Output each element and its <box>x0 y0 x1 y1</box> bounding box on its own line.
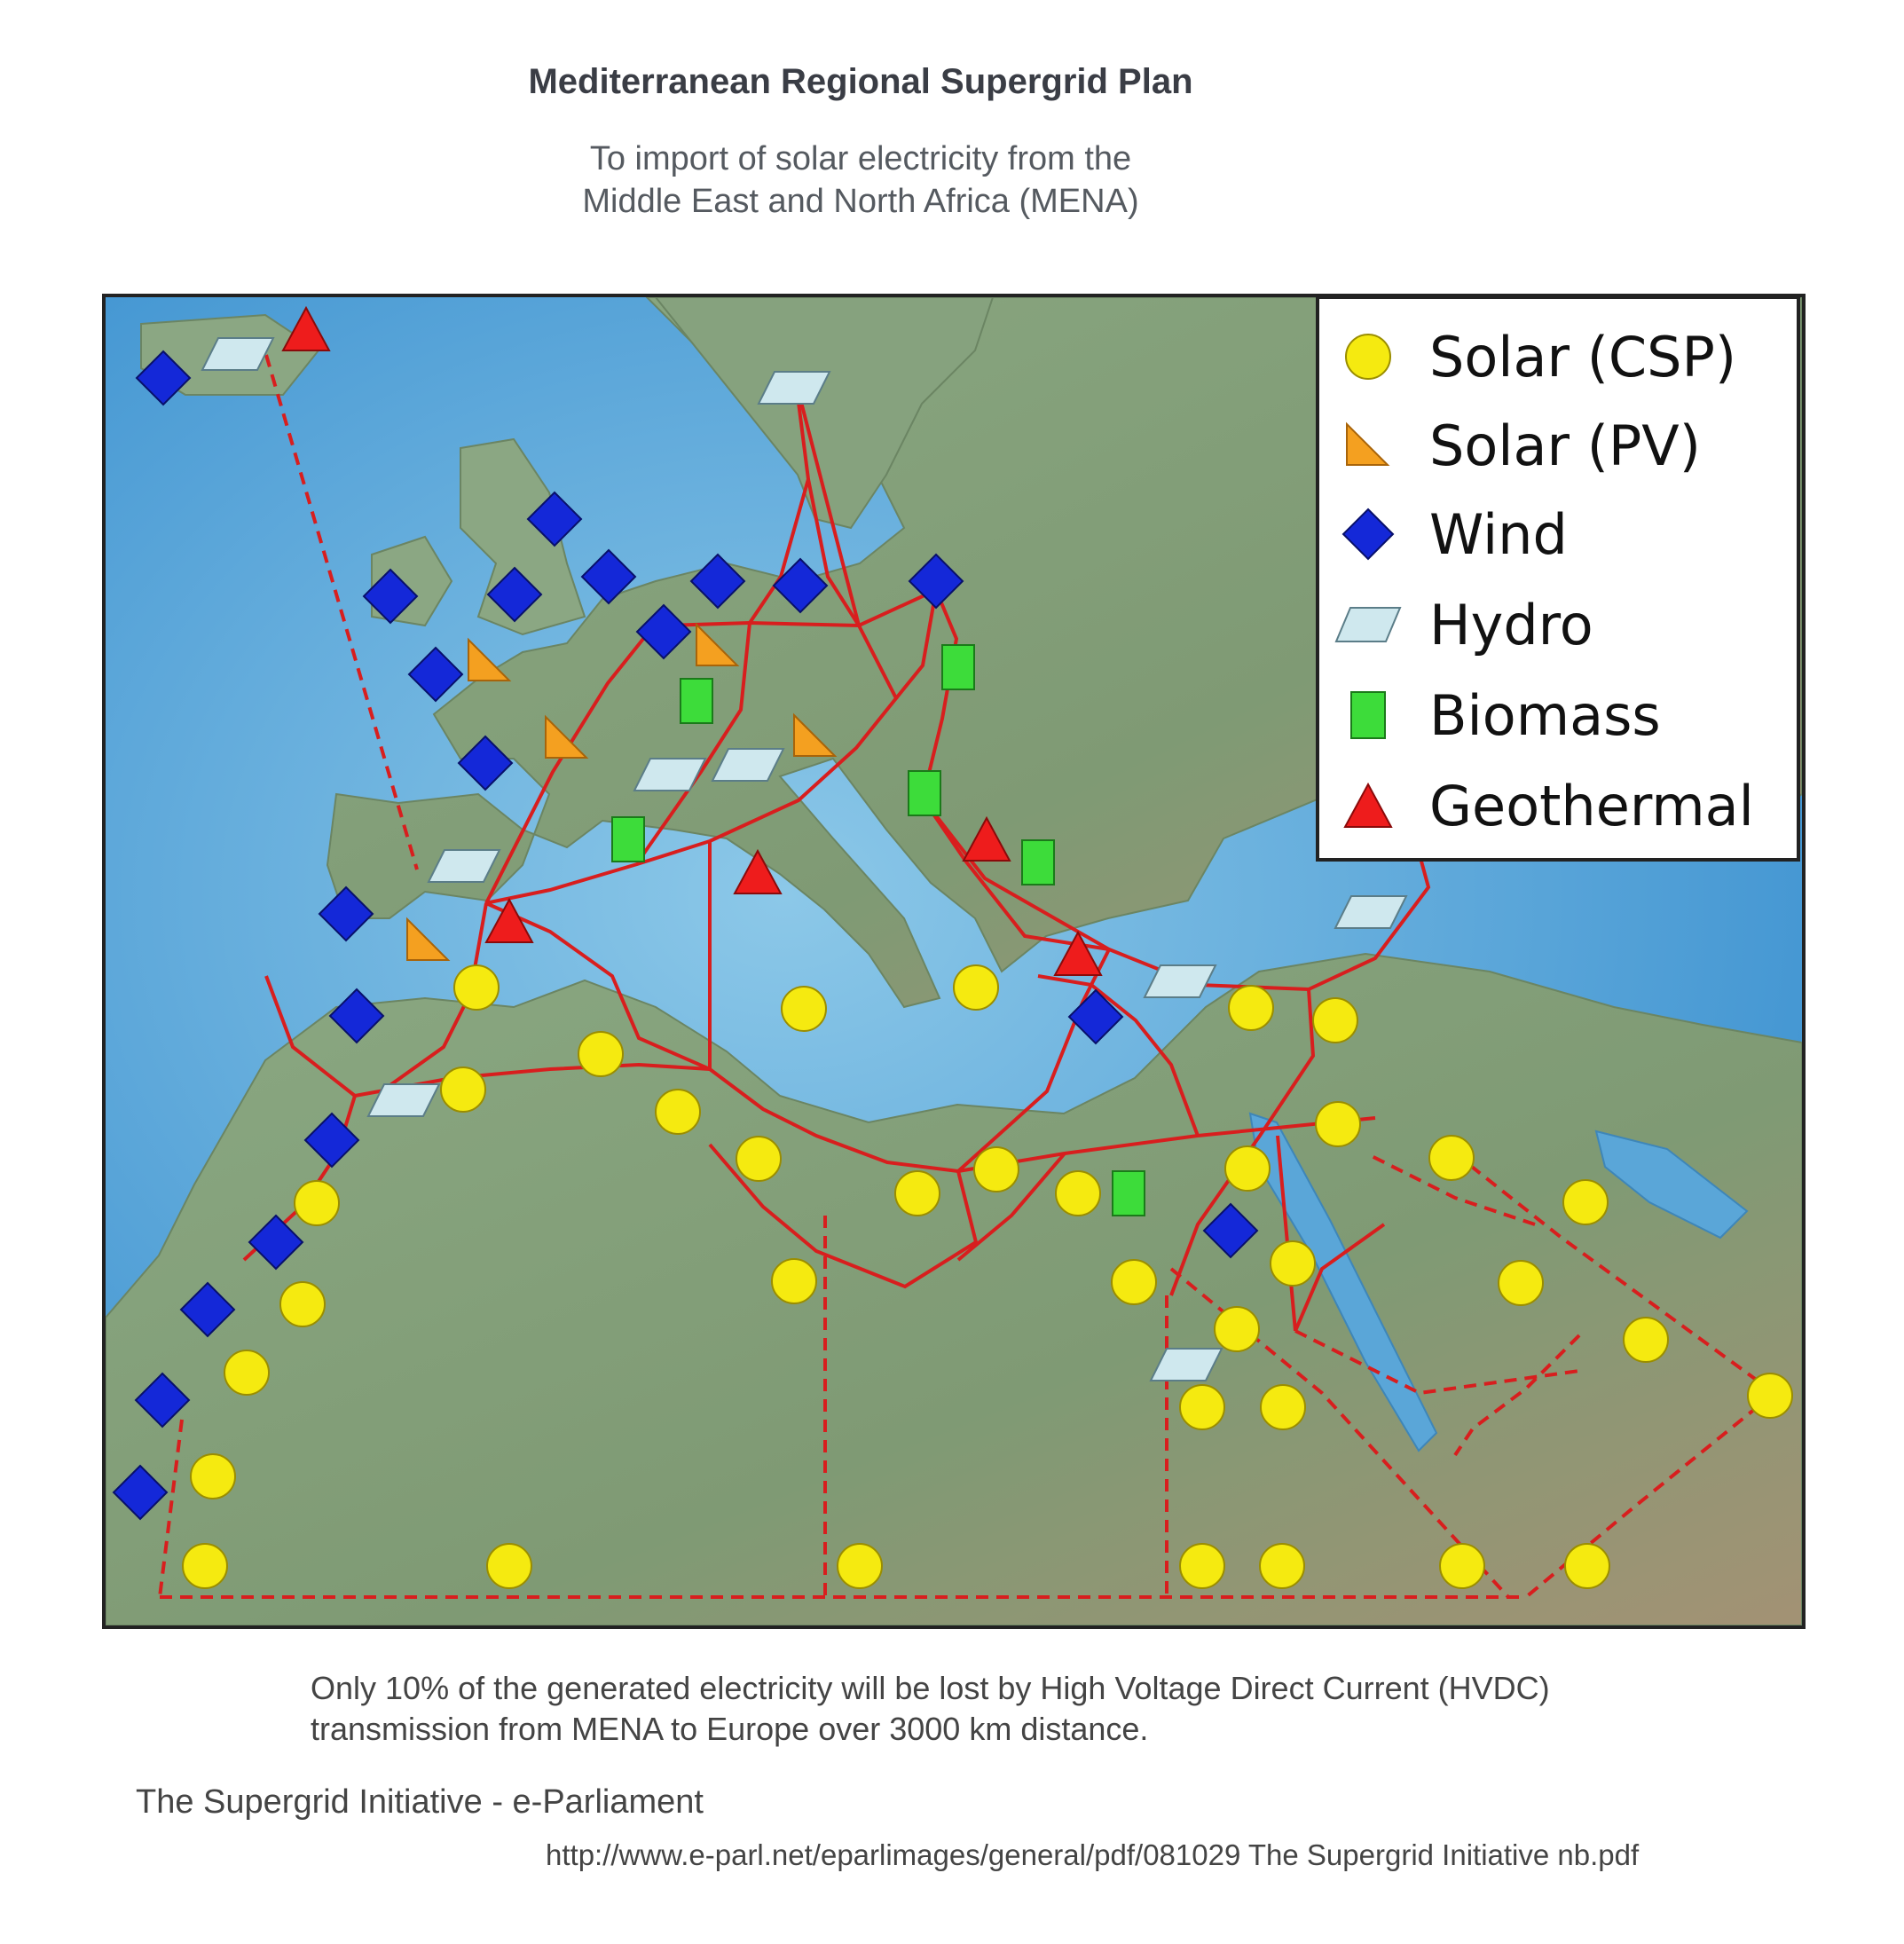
solar-csp-marker <box>578 1032 623 1076</box>
subtitle-line-1: To import of solar electricity from the <box>589 140 1132 177</box>
solar-csp-marker <box>295 1181 339 1225</box>
rectangle-icon <box>1346 689 1390 742</box>
solar-csp-marker <box>1316 1102 1360 1146</box>
solar-csp-marker <box>974 1147 1019 1192</box>
solar-csp-marker <box>1261 1385 1305 1429</box>
solar-csp-marker <box>1748 1373 1792 1418</box>
solar-csp-marker <box>1112 1260 1156 1304</box>
solar-csp-marker <box>1313 998 1357 1043</box>
legend-label: Biomass <box>1429 682 1661 748</box>
biomass-marker <box>612 817 644 862</box>
solar-csp-marker <box>1565 1544 1609 1588</box>
solar-csp-marker <box>1563 1180 1608 1224</box>
solar-csp-marker <box>736 1137 781 1181</box>
legend-label: Wind <box>1429 501 1568 567</box>
legend-label: Geothermal <box>1429 773 1754 838</box>
legend-item-solar-csp <box>1319 317 1797 397</box>
solar-csp-marker <box>191 1454 235 1499</box>
solar-csp-marker <box>838 1544 882 1588</box>
solar-csp-marker <box>1624 1318 1668 1362</box>
solar-csp-marker <box>441 1067 485 1112</box>
solar-csp-marker <box>782 987 826 1031</box>
footnote <box>311 1668 1730 1750</box>
solar-csp-marker <box>224 1350 269 1395</box>
biomass-marker <box>1022 840 1054 885</box>
legend <box>1316 295 1800 862</box>
map-subtitle <box>0 138 1721 223</box>
circle-icon <box>1341 330 1395 383</box>
solar-csp-marker <box>1271 1241 1315 1286</box>
biomass-marker <box>1113 1171 1145 1216</box>
solar-csp-marker <box>656 1090 700 1134</box>
legend-item-hydro <box>1319 585 1797 665</box>
legend-item-biomass <box>1319 675 1797 755</box>
footnote-line-2: transmission from MENA to Europe over 3000 km distance. <box>311 1711 1149 1747</box>
diamond-icon <box>1340 506 1397 563</box>
legend-item-solar-pv <box>1319 405 1797 485</box>
legend-item-wind <box>1319 494 1797 574</box>
solar-csp-marker <box>280 1282 325 1326</box>
footnote-line-1: Only 10% of the generated electricity will be lost by High Voltage Direct Current (HVDC) <box>311 1670 1550 1706</box>
solar-csp-marker <box>895 1171 940 1216</box>
solar-csp-marker <box>954 965 998 1010</box>
legend-label: Hydro <box>1429 592 1593 657</box>
right-triangle-icon <box>1341 419 1395 472</box>
solar-csp-marker <box>1429 1136 1474 1180</box>
solar-csp-marker <box>183 1544 227 1588</box>
solar-csp-marker <box>1056 1171 1100 1216</box>
solar-csp-marker <box>772 1259 816 1303</box>
solar-csp-marker <box>1180 1544 1224 1588</box>
solar-csp-marker <box>1499 1261 1543 1305</box>
solar-csp-marker <box>1440 1544 1484 1588</box>
triangle-icon <box>1341 779 1395 832</box>
solar-csp-marker <box>1229 986 1273 1030</box>
solar-csp-marker <box>454 965 499 1010</box>
solar-csp-marker <box>487 1544 531 1588</box>
solar-csp-marker <box>1180 1385 1224 1429</box>
legend-item-geothermal <box>1319 766 1797 846</box>
legend-label: Solar (PV) <box>1429 413 1701 478</box>
biomass-marker <box>681 679 712 723</box>
parallelogram-icon <box>1333 602 1404 647</box>
solar-csp-marker <box>1215 1307 1259 1351</box>
biomass-marker <box>942 645 974 689</box>
solar-csp-marker <box>1225 1146 1270 1191</box>
biomass-marker <box>909 771 940 815</box>
source-url[interactable]: http://www.e-parl.net/eparlimages/general/pdf/081029 The Supergrid Initiative nb.pdf <box>546 1838 1640 1871</box>
credit-text: The Supergrid Initiative - e-Parliament <box>136 1783 704 1821</box>
subtitle-line-2: Middle East and North Africa (MENA) <box>582 183 1139 220</box>
map-title: Mediterranean Regional Supergrid Plan <box>528 62 1193 101</box>
solar-csp-marker <box>1260 1544 1304 1588</box>
legend-label: Solar (CSP) <box>1429 324 1737 390</box>
